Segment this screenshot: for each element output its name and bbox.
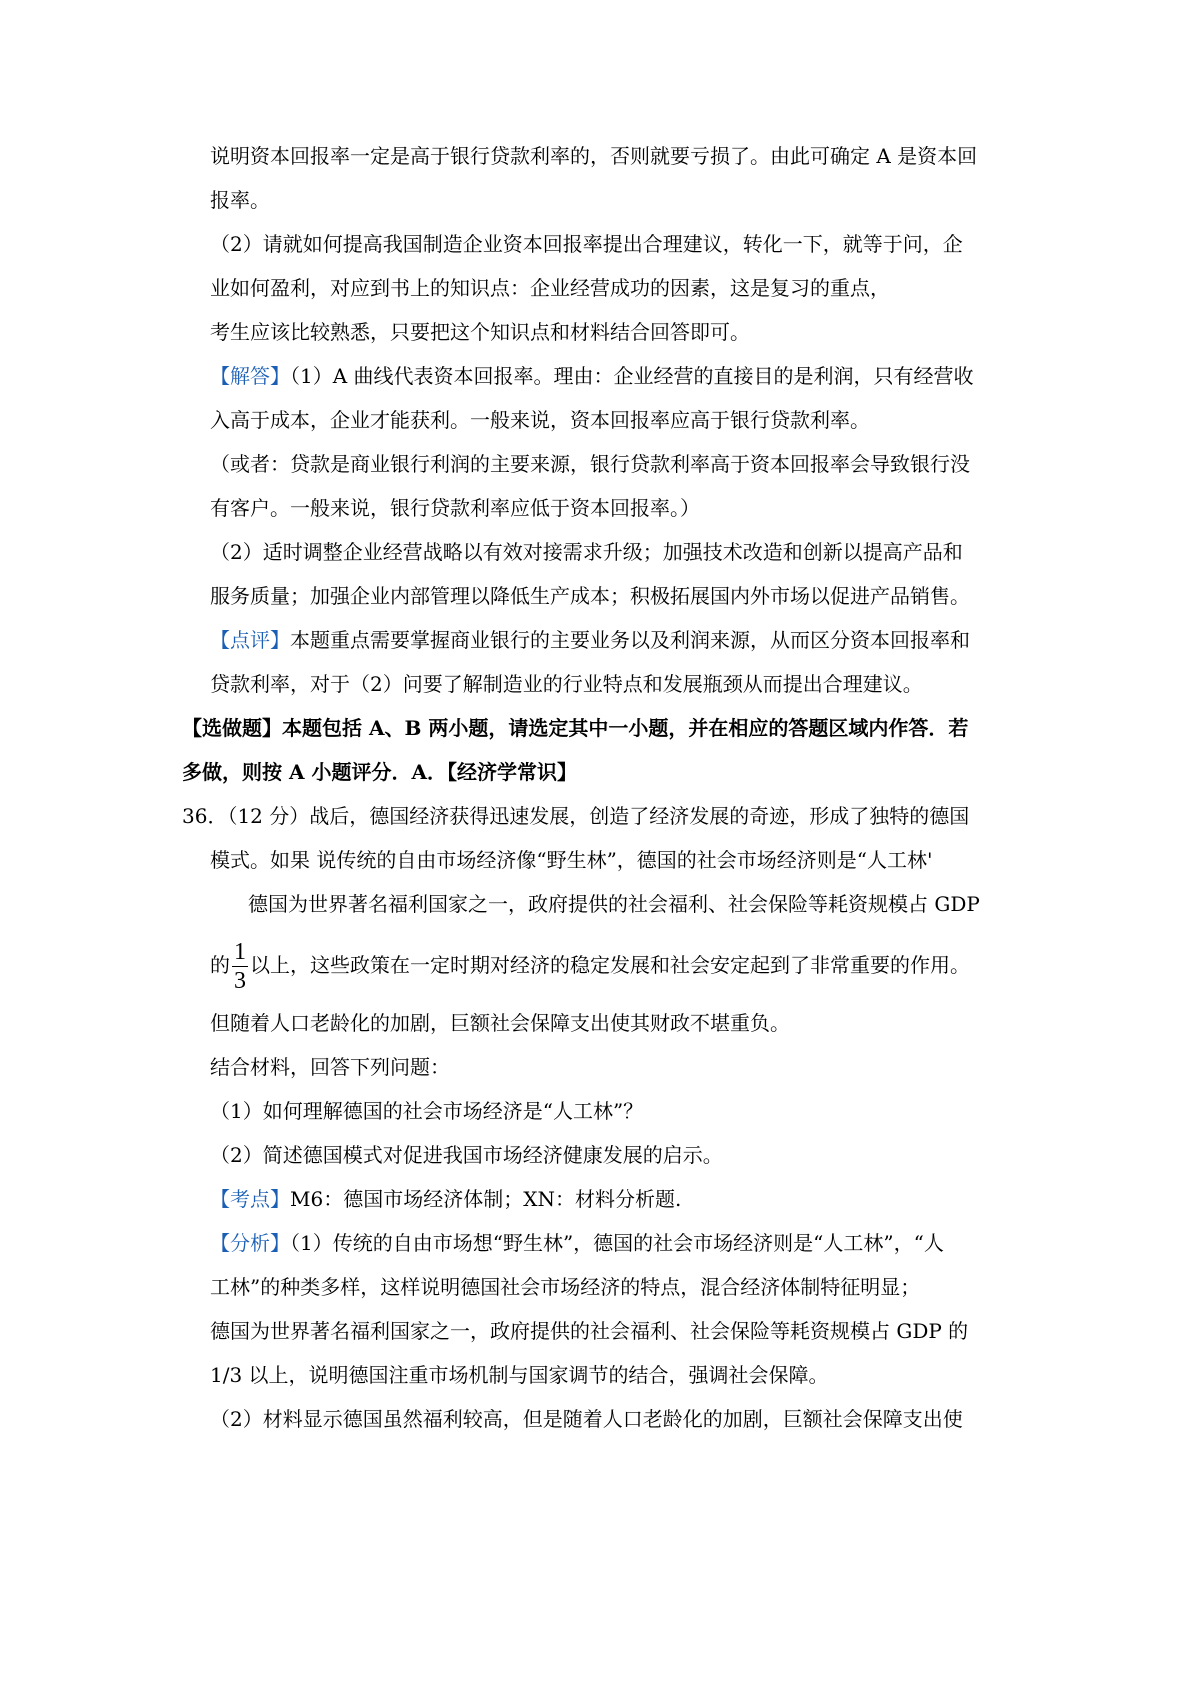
text-line: 考生应该比较熟悉，只要把这个知识点和材料结合回答即可。 [210, 320, 750, 344]
keypoint-tag: 【考点】 [210, 1187, 290, 1211]
analysis-line [210, 1230, 944, 1256]
elective-heading: 【选做题】本题包括 A、B 两小题，请选定其中一小题，并在相应的答题区域内作答．若 [182, 716, 969, 740]
answer-line: （或者：贷款是商业银行利润的主要来源，银行贷款利率高于资本回报率会导致银行没 [210, 452, 970, 476]
text-line: 说明资本回报率一定是高于银行贷款利率的，否则就要亏损了。由此可确定 A 是资本回 [210, 144, 978, 168]
analysis-line: 德国为世界著名福利国家之一，政府提供的社会福利、社会保险等耗资规模占 GDP 的 [210, 1319, 969, 1343]
comment-line: 贷款利率，对于（2）问要了解制造业的行业特点和发展瓶颈从而提出合理建议。 [210, 672, 923, 696]
text-line: 业如何盈利，对应到书上的知识点：企业经营成功的因素，这是复习的重点， [210, 276, 890, 300]
question-line-fraction [210, 935, 970, 995]
analysis-tag: 【分析】 [210, 1231, 290, 1255]
answer-line: 入高于成本，企业才能获利。一般来说，资本回报率应高于银行贷款利率。 [210, 408, 870, 432]
answer-line: 服务质量；加强企业内部管理以降低生产成本；积极拓展国内外市场以促进产品销售。 [210, 584, 970, 608]
comment-line [210, 627, 970, 653]
question-line: 36．（12 分）战后，德国经济获得迅速发展，创造了经济发展的奇迹，形成了独特的德国 [182, 804, 970, 828]
question-line: 但随着人口老龄化的加剧，巨额社会保障支出使其财政不堪重负。 [210, 1011, 790, 1035]
fraction-suffix: 以上，这些政策在一定时期对经济的稳定发展和社会安定起到了非常重要的作用。 [250, 953, 970, 977]
answer-line: 有客户。一般来说，银行贷款利率应低于资本回报率。） [210, 496, 700, 520]
keypoint-text: M6：德国市场经济体制；XN：材料分析题. [290, 1187, 682, 1211]
comment-tag: 【点评】 [210, 628, 290, 652]
text-line: 报率。 [210, 188, 270, 212]
question-item: （1）如何理解德国的社会市场经济是“人工林”？ [210, 1099, 644, 1123]
analysis-text: （1）传统的自由市场想“野生林”，德国的社会市场经济则是“人工林”，“人 [290, 1231, 944, 1255]
fraction-prefix: 的 [210, 953, 230, 977]
fraction-numerator: 1 [234, 939, 246, 965]
elective-heading: 多做，则按 A 小题评分．A．【经济学常识】 [182, 760, 577, 784]
question-line: 结合材料，回答下列问题： [210, 1055, 450, 1079]
answer-line: （2）适时调整企业经营战略以有效对接需求升级；加强技术改造和创新以提高产品和 [210, 540, 963, 564]
text-line: （2）请就如何提高我国制造企业资本回报率提出合理建议，转化一下，就等于问，企 [210, 232, 963, 256]
fraction-one-third [232, 938, 248, 995]
fraction-denominator: 3 [234, 968, 246, 994]
analysis-line: 工林”的种类多样，这样说明德国社会市场经济的特点，混合经济体制特征明显； [210, 1275, 921, 1299]
question-line: 模式。如果 说传统的自由市场经济像“野生林”，德国的社会市场经济则是“人工林' [210, 848, 933, 872]
answer-text: （1）A 曲线代表资本回报率。理由：企业经营的直接目的是利润，只有经营收 [290, 364, 974, 388]
question-item: （2）简述德国模式对促进我国市场经济健康发展的启示。 [210, 1143, 723, 1167]
answer-line [210, 363, 974, 389]
keypoint-line [210, 1186, 681, 1212]
question-line: 德国为世界著名福利国家之一，政府提供的社会福利、社会保险等耗资规模占 GDP [248, 892, 980, 916]
analysis-line: （2）材料显示德国虽然福利较高，但是随着人口老龄化的加剧，巨额社会保障支出使 [210, 1407, 963, 1431]
analysis-line: 1/3 以上，说明德国注重市场机制与国家调节的结合，强调社会保障。 [210, 1363, 829, 1387]
comment-text: 本题重点需要掌握商业银行的主要业务以及利润来源，从而区分资本回报率和 [290, 628, 970, 652]
answer-tag: 【解答】 [210, 364, 290, 388]
